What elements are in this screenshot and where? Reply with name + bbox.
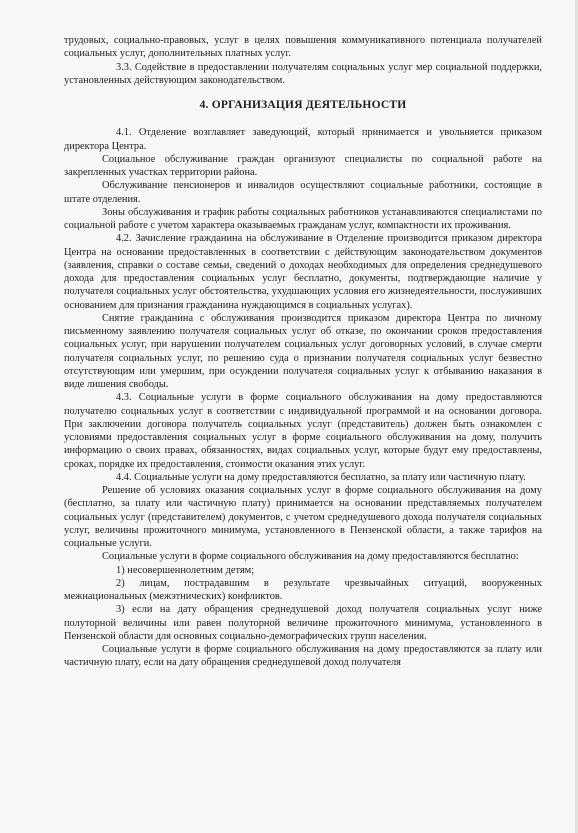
paragraph-4-2: 4.2. Зачисление гражданина на обслуживание в Отделение производится приказом директора Центра на основании предоставленных в соответствии с действующим законодательством документов (заявления, справки о составе семьи, сведений о доходах необходимых для определения среднедушевого дохода для предоставления социальных услуг бесплатно, документы, подтверждающие наличие у получателя социальных услуг обстоятельства, ухудшающих условия его жизнедеятельности, послуживших основанием для признания гражданина нуждающимся в социальных услугах).: [64, 233, 542, 311]
paragraph: Социальные услуги в форме социального обслуживания на дому предоставляются за плату или частичную плату, если на дату обращения среднедушевой доход получателя: [64, 644, 542, 669]
paragraph-4-4: 4.4. Социальные услуги на дому предоставляются бесплатно, за плату или частичную плату.: [116, 471, 526, 483]
section-title: 4. ОРГАНИЗАЦИЯ ДЕЯТЕЛЬНОСТИ: [199, 99, 407, 111]
paragraph-4-1: 4.1. Отделение возглавляет заведующий, который принимается и увольняется приказом директора Центра.: [64, 127, 542, 152]
paragraph: Социальные услуги в форме социального обслуживания на дому предоставляются бесплатно:: [102, 551, 519, 563]
continuation-text: трудовых, социально-правовых, услуг в целях повышения коммуникативного потенциала получателей социальных услуг, дополнительных платных услуг.: [64, 35, 542, 60]
paragraph: Социальное обслуживание граждан организуют специалисты по социальной работе на закрепленных участках территории района.: [64, 153, 542, 178]
paragraph: Решение об условиях оказания социальных услуг в форме социального обслуживания на дому (бесплатно, за плату или частичную плату) принимается на основании представляемых получателем социальных услуг (представителем) документов, с учетом среднедушевого дохода получателя социальных услуг, величины прожиточного минимума, установленного в Пензенской области, а также тарифов на социальные услуги.: [64, 485, 542, 549]
paragraph: Зоны обслуживания и график работы социальных работников устанавливаются специалистами по социальной работе с учетом характера оказываемых гражданам услуг, компактности их проживания.: [64, 206, 542, 231]
paragraph: Обслуживание пенсионеров и инвалидов осуществляют социальные работники, состоящие в штате отделения.: [64, 180, 542, 205]
paragraph-3-3: 3.3. Содействие в предоставлении получателям социальных услуг мер социальной поддержки, установленных действующим законодательством.: [64, 61, 542, 86]
paragraph: Снятие гражданина с обслуживания производится приказом директора Центра по личному письменному заявлению получателя социальных услуг об отказе, по окончании сроков предоставления социальных услуг, при нарушении получателем социальных услуг договорных условий, в случае смерти получателя социальных услуг, по решению суда о признании получателя социальных услуг безвестно отсутствующим или умершим, при осуждении получателя социальных услуг к отбыванию наказания в виде лишения свободы.: [64, 312, 542, 390]
list-item: 3) если на дату обращения среднедушевой доход получателя социальных услуг ниже полуторной величины или равен полуторной величине прожиточного минимума, установленного в Пензенской области для основных социально-демографических групп населения.: [64, 604, 542, 642]
list-item: 2) лицам, пострадавшим в результате чрезвычайных ситуаций, вооруженных межнациональных (межэтнических) конфликтов.: [64, 577, 542, 602]
paragraph-4-3: 4.3. Социальные услуги в форме социального обслуживания на дому предоставляются получателю социальных услуг в соответствии с индивидуальной программой и на основании договора. При заключении договора получатель социальных услуг (представитель) должен быть ознакомлен с условиями предоставления социальных услуг в форме социального обслуживания на дому, получить информацию о своих правах, обязанностях, видах социальных услуг, которые будут ему предоставлены, сроках, порядке их предоставления, стоимости оказания этих услуг.: [64, 392, 542, 470]
list-item: 1) несовершеннолетним детям;: [116, 564, 255, 576]
